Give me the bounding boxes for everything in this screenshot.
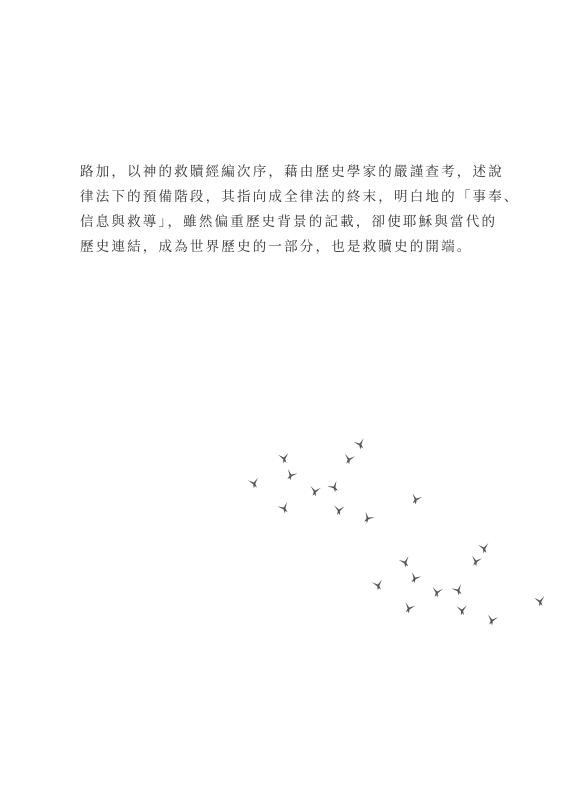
bird-icon	[309, 486, 321, 497]
bird-icon	[408, 572, 422, 585]
bird-icon	[354, 438, 367, 450]
passage-line-2: 律法下的預備階段，其指向成全律法的終末，明白地的「事奉、	[80, 189, 520, 205]
bird-icon	[402, 602, 415, 614]
passage-line-1: 路加，以神的救贖經編次序，藉由歷史學家的嚴謹查考，述說	[80, 164, 504, 180]
passage-line-4: 歷史連結，成為世界歷史的一部分，也是救贖史的開端。	[80, 239, 473, 255]
passage-line-3: 信息與救導」，雖然偏重歷史背景的記載，卻使耶穌與當代的	[80, 214, 498, 230]
bird-icon	[470, 556, 483, 568]
bird-icon	[284, 469, 298, 482]
bird-icon	[431, 587, 443, 598]
bird-icon	[486, 615, 499, 627]
bird-icon	[451, 584, 465, 597]
bird-icon	[278, 453, 290, 464]
bird-icon	[277, 502, 291, 515]
bird-icon	[399, 556, 412, 568]
bird-icon	[456, 605, 467, 615]
bird-icon	[248, 478, 261, 490]
bird-icon	[327, 481, 341, 494]
bird-icon	[372, 580, 385, 592]
bird-icon	[534, 596, 546, 607]
bird-icon	[361, 512, 375, 525]
bird-icon	[478, 543, 490, 554]
bird-icon	[343, 454, 356, 466]
bird-icon	[409, 493, 422, 505]
bird-icon	[333, 505, 344, 515]
